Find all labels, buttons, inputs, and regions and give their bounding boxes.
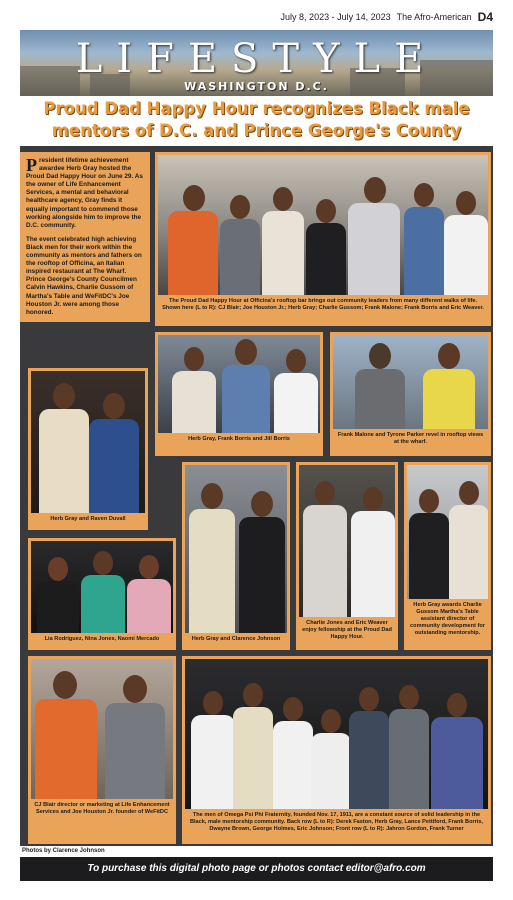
article-headline: Proud Dad Happy Hour recognizes Black male mentors of D.C. and Prince George's County <box>43 99 470 140</box>
photo-card-women <box>28 538 176 650</box>
women-photo <box>31 541 173 633</box>
borris-photo <box>158 335 320 433</box>
publication-name: The Afro-American <box>396 12 472 22</box>
caption-malone: Frank Malone and Tyrone Parker revel in rooftop views at the wharf. <box>337 432 484 445</box>
photo-card-award <box>404 462 491 650</box>
caption-blair: CJ Blair director or marketing at Life Enhancement Services and Joe Houston Jr. founder of WeFitDC <box>34 802 170 815</box>
omega-photo <box>185 659 488 809</box>
section-banner <box>20 30 493 96</box>
section-subtitle: WASHINGTON D.C. <box>184 80 329 93</box>
photo-card-weaver <box>296 462 398 650</box>
purchase-footer: To purchase this digital photo page or photos contact editor@afro.com <box>20 857 493 881</box>
caption-women: Lia Rodriguez, Nina Jones, Naomi Mercado <box>44 636 160 642</box>
drop-cap: P <box>26 155 37 175</box>
photo-card-duvall <box>28 368 148 530</box>
caption-main: The Proud Dad Happy Hour at Officina's rooftop bar brings out community leaders from many different walks of life. Shown here (L to R): CJ Blair; Joe Houston Jr.; Herb Gray; Charlie Gussom; Frank Malone; Frank Borris and Eric Weaver. <box>162 298 484 311</box>
malone-photo <box>333 335 488 429</box>
photo-credit: Photos by Clarence Johnson <box>22 848 105 854</box>
caption-johnson: Herb Gray and Clarence Johnson <box>191 636 281 642</box>
issue-date: July 8, 2023 - July 14, 2023 <box>280 12 391 22</box>
photo-card-johnson <box>182 462 290 650</box>
weaver-photo <box>299 465 395 617</box>
photo-card-malone <box>330 332 491 456</box>
caption-omega: The men of Omega Psi Phi Fraternity, founded Nov. 17, 1911, are a constant source of solid leadership in the Black, male mentorship community. Back row (L to R): Derek Faston, Herb Gray, Lance Pettiford, Frank Borris, Dwayne Brown, George Holmes, Eric Johnson; Front row (L to R): Jahron Gordon, Frank Turner <box>189 812 484 832</box>
caption-duvall: Herb Gray and Raven Duvall <box>50 516 126 522</box>
caption-borris: Herb Gray, Frank Borris and Jill Borris <box>188 436 290 442</box>
photo-card-main <box>155 152 491 326</box>
photo-card-borris <box>155 332 323 456</box>
article-body <box>20 152 150 322</box>
caption-award: Herb Gray awards Charlie Gussom Martha's Table assistant director of community development for outstanding mentorship. <box>410 602 485 636</box>
section-title: LIFESTYLE <box>75 36 438 82</box>
photo-card-omega <box>182 656 491 844</box>
story-paragraph-1: President lifetime achievement awardee Herb Gray hosted the Proud Dad Happy Hour on June 29. As the owner of Life Enhancement Services, a mental and behavioral healthcare agency, Gray finds it equally important to commend those working alongside him to improve the D.C. community. <box>26 155 143 229</box>
story-paragraph-2: The event celebrated high achieving Black men for their work within the community as mentors and fathers on the rooftop of Officina, an Italian inspired restaurant at The Wharf. Prince George's County Councilmen Calvin Hawkins, Charlie Gussom of Martha's Table and WeFitDC's Joe Houston Jr. were among those honored. <box>26 235 142 316</box>
duvall-photo <box>31 371 145 513</box>
photo-card-blair <box>28 656 176 844</box>
award-photo <box>407 465 488 599</box>
caption-weaver: Charlie Jones and Eric Weaver enjoy fellowship at the Proud Dad Happy Hour. <box>302 620 392 640</box>
page-number: D4 <box>477 10 493 24</box>
group-photo <box>158 155 488 295</box>
page-header <box>20 6 493 28</box>
blair-photo <box>31 659 173 799</box>
johnson-photo <box>185 465 287 633</box>
